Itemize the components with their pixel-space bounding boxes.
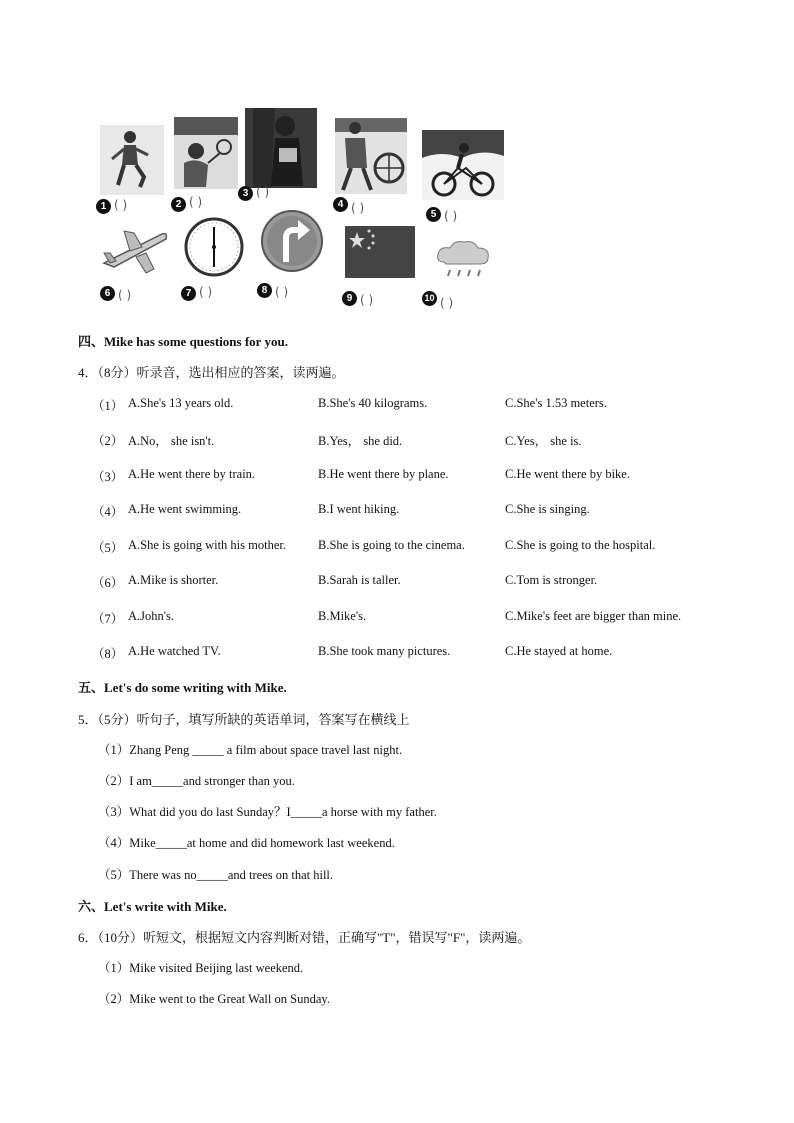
q4-item-4-option-a[interactable]: A.He went swimming. [128, 502, 242, 516]
section-6-heading: 六、Let's write with Mike. [78, 899, 227, 914]
picture-10-rain-cloud [432, 238, 494, 282]
picture-7-clock [184, 215, 244, 279]
section-5-heading: 五、Let's do some writing with Mike. [78, 680, 287, 695]
q4-item-3-option-a[interactable]: A.He went there by train. [128, 467, 256, 481]
picture-number-1: 1 [96, 199, 111, 214]
q4-item-4-option-c[interactable]: C.She is singing. [505, 502, 590, 516]
q4-item-7-option-a[interactable]: A.John's. [128, 609, 175, 623]
q4-item-2-option-c[interactable]: C.Yes， she is. [505, 434, 582, 448]
picture-8-turn-sign [260, 208, 324, 274]
picture-2-badminton [174, 117, 238, 189]
q4-item-5-option-b[interactable]: B.She is going to the cinema. [318, 538, 465, 552]
question-4-instruction: 4．（8分）听录音，选出相应的答案，读两遍。 [78, 365, 345, 380]
q4-item-8-option-a[interactable]: A.He watched TV. [128, 644, 221, 658]
answer-paren-4[interactable]: ( ) [351, 201, 365, 215]
q4-item-7-option-c[interactable]: C.Mike's feet are bigger than mine. [505, 609, 682, 623]
picture-number-4: 4 [333, 197, 348, 212]
q4-item-7-num: （7） [92, 612, 124, 626]
q4-item-4-num: （4） [92, 505, 124, 519]
answer-paren-5[interactable]: ( ) [444, 209, 458, 223]
q4-item-6-option-a[interactable]: A.Mike is shorter. [128, 573, 219, 587]
q5-sentence-4[interactable]: （4）Mike_____at home and did homework last weekend. [98, 836, 395, 850]
q4-item-6-option-c[interactable]: C.Tom is stronger. [505, 573, 598, 587]
q4-item-5-option-c[interactable]: C.She is going to the hospital. [505, 538, 656, 552]
q4-item-8-num: （8） [92, 647, 124, 661]
q4-item-4-option-b[interactable]: B.I went hiking. [318, 502, 400, 516]
answer-paren-9[interactable]: ( ) [360, 293, 374, 307]
q4-item-3-num: （3） [92, 470, 124, 484]
q4-item-8-option-c[interactable]: C.He stayed at home. [505, 644, 613, 658]
q4-item-2-num: （2） [92, 434, 124, 448]
picture-grid [0, 0, 794, 320]
q4-item-6-option-b[interactable]: B.Sarah is taller. [318, 573, 401, 587]
q4-item-1-option-a[interactable]: A.She's 13 years old. [128, 396, 234, 410]
q4-item-5-option-a[interactable]: A.She is going with his mother. [128, 538, 286, 552]
answer-paren-3[interactable]: ( ) [256, 185, 270, 199]
answer-paren-6[interactable]: ( ) [118, 288, 132, 302]
q4-item-2-option-a[interactable]: A.No， she isn't. [128, 434, 215, 448]
picture-number-3: 3 [238, 186, 253, 201]
q4-item-6-num: （6） [92, 576, 124, 590]
answer-paren-2[interactable]: ( ) [189, 195, 203, 209]
picture-number-9: 9 [342, 291, 357, 306]
picture-9-flag [345, 226, 415, 278]
picture-number-7: 7 [181, 286, 196, 301]
question-5-instruction: 5．（5分）听句子，填写所缺的英语单词，答案写在横线上 [78, 712, 410, 727]
picture-number-5: 5 [426, 207, 441, 222]
q6-statement-1[interactable]: （1）Mike visited Beijing last weekend. [98, 961, 304, 975]
picture-4-wheel [335, 118, 407, 194]
picture-number-6: 6 [100, 286, 115, 301]
q5-sentence-1[interactable]: （1）Zhang Peng _____ a film about space travel last night. [98, 743, 403, 757]
q6-statement-2[interactable]: （2）Mike went to the Great Wall on Sunday. [98, 992, 330, 1006]
picture-5-cyclist [422, 130, 504, 200]
picture-number-8: 8 [257, 283, 272, 298]
q5-sentence-3[interactable]: （3）What did you do last Sunday？I_____a horse with my father. [98, 805, 437, 819]
picture-3-reading [245, 108, 317, 188]
section-4-heading: 四、Mike has some questions for you. [78, 334, 288, 349]
q4-item-5-num: （5） [92, 541, 124, 555]
q4-item-1-option-b[interactable]: B.She's 40 kilograms. [318, 396, 428, 410]
q4-item-3-option-c[interactable]: C.He went there by bike. [505, 467, 630, 481]
q4-item-8-option-b[interactable]: B.She took many pictures. [318, 644, 451, 658]
q5-sentence-5[interactable]: （5）There was no_____and trees on that hill. [98, 868, 334, 882]
answer-paren-10[interactable]: ( ) [440, 296, 454, 310]
picture-number-2: 2 [171, 197, 186, 212]
q4-item-7-option-b[interactable]: B.Mike's. [318, 609, 367, 623]
question-6-instruction: 6．（10分）听短文，根据短文内容判断对错，正确写"T"，错误写"F"，读两遍。 [78, 930, 531, 945]
q4-item-3-option-b[interactable]: B.He went there by plane. [318, 467, 449, 481]
answer-paren-8[interactable]: ( ) [275, 285, 289, 299]
picture-1-boy [100, 125, 164, 195]
answer-paren-1[interactable]: ( ) [114, 198, 128, 212]
picture-6-airplane [100, 223, 170, 277]
q4-item-1-num: （1） [92, 399, 124, 413]
q4-item-1-option-c[interactable]: C.She's 1.53 meters. [505, 396, 607, 410]
q5-sentence-2[interactable]: （2）I am_____and stronger than you. [98, 774, 295, 788]
answer-paren-7[interactable]: ( ) [199, 285, 213, 299]
q4-item-2-option-b[interactable]: B.Yes， she did. [318, 434, 403, 448]
picture-number-10: 10 [422, 291, 437, 306]
